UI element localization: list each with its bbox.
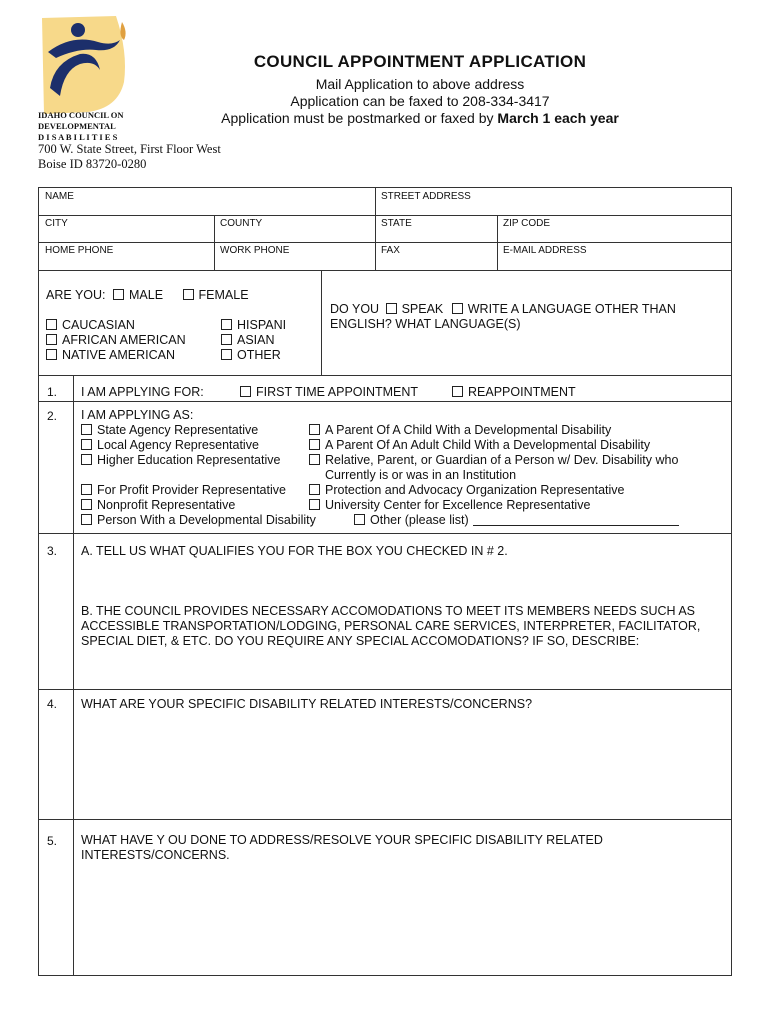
hispani-label: HISPANI [237, 318, 287, 332]
deadline: March 1 each year [497, 110, 619, 126]
org-name [38, 110, 123, 143]
university-center-checkbox[interactable] [309, 499, 320, 510]
other-please-list-label: Other (please list) [370, 513, 469, 527]
q2-number: 2. [47, 409, 58, 423]
state-agency-checkbox[interactable] [81, 424, 92, 435]
local-agency-label: Local Agency Representative [97, 438, 259, 452]
org-name-line1: IDAHO COUNCIL ON [38, 110, 124, 120]
write-checkbox[interactable] [452, 303, 463, 314]
male-checkbox[interactable] [113, 289, 124, 300]
other-please-list-checkbox[interactable] [354, 514, 365, 525]
work-phone-field[interactable]: WORK PHONE [220, 245, 290, 256]
email-field[interactable]: E-MAIL ADDRESS [503, 245, 587, 256]
caucasian-label: CAUCASIAN [62, 318, 135, 332]
q1-number: 1. [47, 385, 58, 399]
first-time-checkbox[interactable] [240, 386, 251, 397]
nonprofit-checkbox[interactable] [81, 499, 92, 510]
header-line1: Mail Application to above address [315, 76, 525, 92]
other-race-checkbox[interactable] [221, 349, 232, 360]
university-center-label: University Center for Excellence Representative [325, 498, 591, 512]
do-you-label: DO YOU [330, 302, 380, 316]
q1-reappointment [452, 385, 576, 400]
form-title: COUNCIL APPOINTMENT APPLICATION [253, 52, 587, 71]
address-line2: Boise ID 83720-0280 [38, 157, 147, 171]
asian-checkbox[interactable] [221, 334, 232, 345]
q3b-line3: SPECIAL DIET, & ETC. DO YOU REQUIRE ANY SPECIAL ACCOMODATIONS? IF SO, DESCRIBE: [81, 634, 640, 648]
caucasian-checkbox[interactable] [46, 319, 57, 330]
african-american-checkbox[interactable] [46, 334, 57, 345]
asian-label: ASIAN [237, 333, 275, 347]
q5-line1: WHAT HAVE Y OU DONE TO ADDRESS/RESOLVE YOUR SPECIFIC DISABILITY RELATED [81, 833, 603, 847]
q2-right-options [309, 423, 679, 528]
are-you-label: ARE YOU: [46, 288, 106, 302]
application-form [38, 187, 732, 976]
fax-field[interactable]: FAX [381, 245, 400, 256]
race-col1 [46, 318, 186, 363]
first-time-label: FIRST TIME APPOINTMENT [256, 385, 419, 399]
q2-left-options [81, 423, 316, 528]
reappointment-checkbox[interactable] [452, 386, 463, 397]
council-logo [38, 12, 132, 116]
header-line3-prefix: Application must be postmarked or faxed by [221, 110, 498, 126]
q5-number: 5. [47, 834, 58, 848]
street-address-field[interactable]: STREET ADDRESS [381, 191, 471, 202]
state-field[interactable]: STATE [381, 218, 412, 229]
for-profit-checkbox[interactable] [81, 484, 92, 495]
form-header [200, 52, 640, 127]
state-agency-label: State Agency Representative [97, 423, 259, 437]
english-language-label: ENGLISH? WHAT LANGUAGE(S) [330, 317, 521, 331]
relative-guardian-checkbox[interactable] [309, 454, 320, 465]
q3-number: 3. [47, 544, 58, 558]
q4-number: 4. [47, 697, 58, 711]
home-phone-field[interactable]: HOME PHONE [45, 245, 114, 256]
gender-row [46, 288, 249, 303]
write-language-label: WRITE A LANGUAGE OTHER THAN [467, 302, 676, 316]
q5-line2: INTERESTS/CONCERNS. [81, 848, 230, 862]
hispani-checkbox[interactable] [221, 319, 232, 330]
parent-child-label: A Parent Of A Child With a Developmental Disability [325, 423, 612, 437]
parent-adult-label: A Parent Of An Adult Child With a Developmental Disability [325, 438, 651, 452]
q3a-label: A. TELL US WHAT QUALIFIES YOU FOR THE BOX YOU CHECKED IN # 2. [81, 544, 508, 558]
q4-label: WHAT ARE YOUR SPECIFIC DISABILITY RELATED INTERESTS/CONCERNS? [81, 697, 533, 711]
speak-checkbox[interactable] [386, 303, 397, 314]
higher-education-checkbox[interactable] [81, 454, 92, 465]
address-line1: 700 W. State Street, First Floor West [38, 142, 221, 156]
nonprofit-label: Nonprofit Representative [97, 498, 236, 512]
local-agency-checkbox[interactable] [81, 439, 92, 450]
county-field[interactable]: COUNTY [220, 218, 263, 229]
african-american-label: AFRICAN AMERICAN [62, 333, 186, 347]
q3b-text [81, 604, 700, 649]
header-line2: Application can be faxed to 208-334-3417 [290, 93, 550, 109]
relative-guardian-label: Relative, Parent, or Guardian of a Person w/ Dev. Disability who [325, 453, 679, 467]
reappointment-label: REAPPOINTMENT [468, 385, 576, 399]
zip-code-field[interactable]: ZIP CODE [503, 218, 551, 229]
female-checkbox[interactable] [183, 289, 194, 300]
male-label: MALE [129, 288, 164, 302]
parent-adult-checkbox[interactable] [309, 439, 320, 450]
language-question [330, 302, 676, 332]
institution-label: Currently is or was in an Institution [325, 468, 517, 482]
org-address [38, 142, 221, 172]
q2-label: I AM APPLYING AS: [81, 408, 194, 422]
org-name-line3: D I S A B I L I T I E S [38, 132, 118, 142]
protection-advocacy-checkbox[interactable] [309, 484, 320, 495]
native-american-label: NATIVE AMERICAN [62, 348, 175, 362]
city-field[interactable]: CITY [45, 218, 68, 229]
header-line3 [200, 110, 640, 127]
female-label: FEMALE [198, 288, 249, 302]
other-please-list-input[interactable] [473, 515, 679, 526]
q1-label: I AM APPLYING FOR: [81, 385, 204, 399]
for-profit-label: For Profit Provider Representative [97, 483, 286, 497]
q1-first-time [240, 385, 418, 400]
parent-child-checkbox[interactable] [309, 424, 320, 435]
person-with-dd-checkbox[interactable] [81, 514, 92, 525]
q3b-line1: B. THE COUNCIL PROVIDES NECESSARY ACCOMODATIONS TO MEET ITS MEMBERS NEEDS SUCH AS [81, 604, 696, 618]
name-field[interactable]: NAME [45, 191, 74, 202]
org-name-line2: DEVELOPMENTAL [38, 121, 116, 131]
race-col2 [221, 318, 286, 363]
q3b-line2: ACCESSIBLE TRANSPORTATION/LODGING, PERSONAL CARE SERVICES, INTERPRETER, FACILITATOR, [81, 619, 701, 633]
higher-education-label: Higher Education Representative [97, 453, 281, 467]
other-race-label: OTHER [237, 348, 281, 362]
native-american-checkbox[interactable] [46, 349, 57, 360]
speak-label: SPEAK [401, 302, 444, 316]
person-with-dd-label: Person With a Developmental Disability [97, 513, 316, 527]
protection-advocacy-label: Protection and Advocacy Organization Representative [325, 483, 625, 497]
q5-text [81, 833, 603, 863]
